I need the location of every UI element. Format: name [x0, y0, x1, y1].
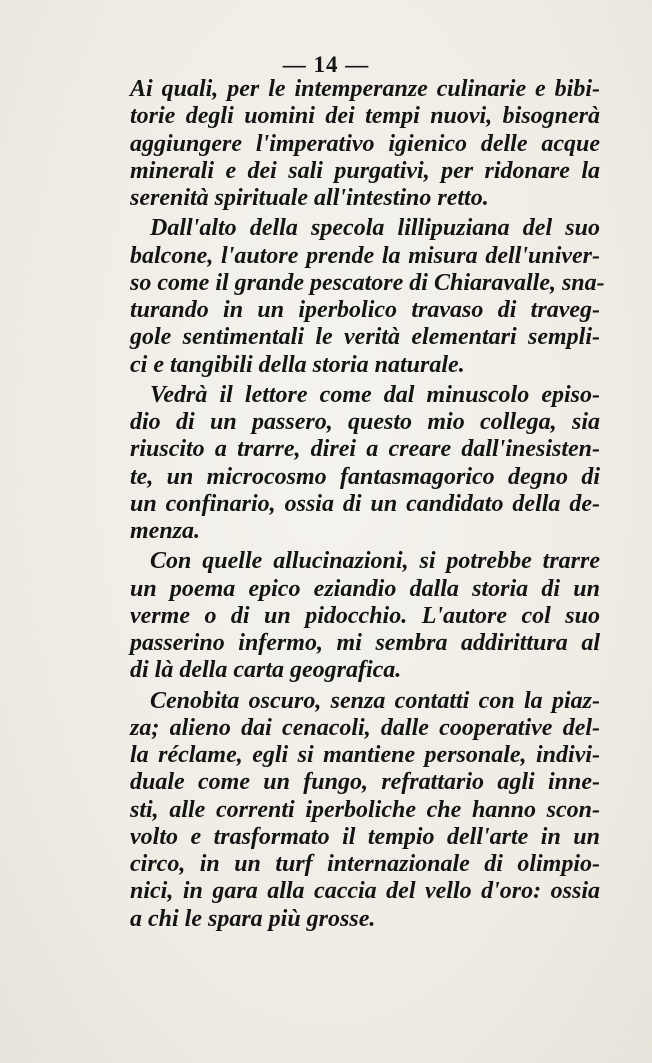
- text-line: minerali e dei sali purgativi, per ridonare la: [130, 157, 600, 184]
- text-line: di là della carta geografica.: [130, 657, 402, 684]
- text-line: torie degli uomini dei tempi nuovi, bisognerà: [130, 103, 600, 130]
- text-line: passerino infermo, mi sembra addirittura al: [130, 630, 600, 656]
- text-line: za; alieno dai cenacoli, dalle cooperative del-: [130, 714, 600, 741]
- paragraph: [130, 688, 600, 933]
- text-line: verme o di un pidocchio. L'autore col suo: [130, 602, 600, 629]
- text-line: Ai quali, per le intemperanze culinarie e bibi-: [130, 76, 600, 102]
- text-line: aggiungere l'imperativo igienico delle acque: [130, 130, 600, 157]
- text-line: duale come un fungo, refrattario agli inne-: [130, 769, 600, 796]
- text-line: te, un microcosmo fantasmagorico degno di: [130, 463, 600, 490]
- text-line: serenità spirituale all'intestino retto.: [130, 185, 489, 211]
- paragraph: [130, 215, 605, 379]
- text-line: so come il grande pescatore di Chiaravalle, sna-: [130, 269, 605, 296]
- paragraph: [130, 382, 600, 546]
- paragraph: [130, 548, 600, 684]
- text-line: circo, in un turf internazionale di olimpio-: [130, 851, 600, 877]
- text-line: riuscito a trarre, direi a creare dall'inesisten-: [130, 436, 600, 463]
- text-line: Dall'alto della specola lillipuziana del suo: [150, 215, 600, 242]
- text-line: Con quelle allucinazioni, si potrebbe trarre: [150, 548, 600, 575]
- paragraph: [130, 76, 600, 212]
- text-line: nici, in gara alla caccia del vello d'oro: ossia: [130, 878, 600, 905]
- text-line: un confinario, ossia di un candidato della de-: [130, 490, 600, 517]
- text-line: ci e tangibili della storia naturale.: [130, 351, 465, 378]
- text-line: menza.: [130, 518, 201, 544]
- text-line: balcone, l'autore prende la misura dell'univer-: [130, 242, 600, 269]
- text-line: dio di un passero, questo mio collega, sia: [130, 409, 600, 435]
- text-line: a chi le spara più grosse.: [130, 905, 376, 932]
- text-line: un poema epico eziandio dalla storia di un: [130, 575, 600, 602]
- text-line: sti, alle correnti iperboliche che hanno scon-: [130, 796, 600, 823]
- text-line: turando in un iperbolico travaso di traveg-: [130, 297, 600, 323]
- text-line: gole sentimentali le verità elementari sempli-: [130, 324, 600, 351]
- text-line: Cenobita oscuro, senza contatti con la piaz-: [150, 687, 600, 714]
- body-text: [130, 76, 605, 933]
- text-line: la réclame, egli si mantiene personale, indivi-: [130, 742, 600, 768]
- text-line: Vedrà il lettore come dal minuscolo episo-: [150, 381, 600, 408]
- text-line: volto e trasformato il tempio dell'arte in un: [130, 823, 600, 850]
- page-number: — 14 —: [282, 52, 370, 77]
